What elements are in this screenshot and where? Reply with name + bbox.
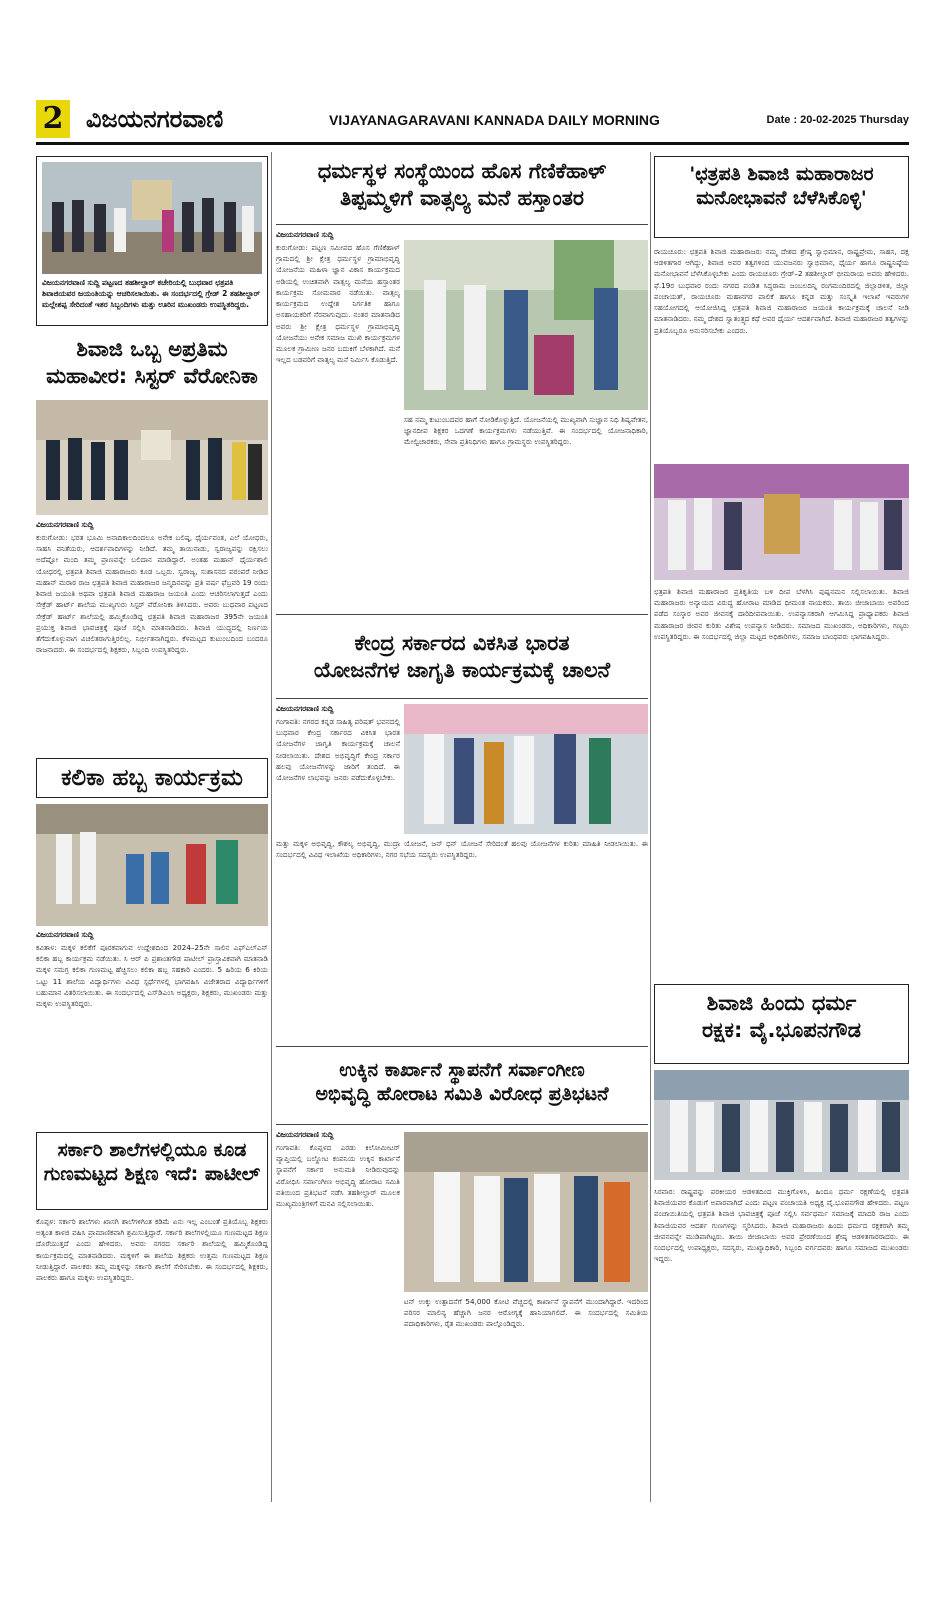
photo-shivaji-hindu xyxy=(654,1070,909,1180)
headline-line: ಮಹಾವೀರ: ಸಿಸ್ಟರ್ ವೆರೋನಿಕಾ xyxy=(46,363,258,388)
photo-school-shivaji xyxy=(36,400,268,515)
dateline: ವಿಜಯನಗರವಾಣಿ ಸುದ್ದಿ xyxy=(36,520,94,529)
divider xyxy=(276,1124,648,1125)
divider xyxy=(276,698,648,699)
article-body-shivaji-hindu: ಸಿರವಾರ: ರಾಷ್ಟ್ರವನ್ನು ಪರಕೀಯರ ಆಡಳಿತದಿಂದ ಮುಕ್ತಿಗೊಳಿಸಿ, ಹಿಂದೂ ಧರ್ಮ ರಕ್ಷಣೆಯಲ್ಲಿ ಛತ್ರಪತಿ ಶಿವಾಜಿಯವರ ಕೊಡುಗೆ ಅಪಾರವಾಗಿದೆ ಎಂದು ಪಟ್ಟಣ ಪಂಚಾಯತಿ ಅಧ್ಯಕ್ಷ ವೈ.ಭೂಪನಗೌಡ ಹೇಳಿದರು. ಪಟ್ಟಣ ಪಂಚಾಯಿತಿಯಲ್ಲಿ ಛತ್ರಪತಿ ಶಿವಾಜಿ ಭಾವಚಿತ್ರಕ್ಕೆ ಪೂಜೆ ಸಲ್ಲಿಸಿ ಸರ್ವಧರ್ಮ ಸಮಾಜಕ್ಕೆ ಮಾದರಿ ರಾಜ ಎಂದು ಶಿವಾಜಿಯವರ ಆದರ್ಶ ಗುಣಗಳನ್ನು ಸ್ಮರಿಸಿದರು. ಶಿವಾಜಿ ಮಹಾರಾಜರು ಹಿಂದು ಧರ್ಮದ ರಕ್ಷಕರಾಗಿ ತಮ್ಮ ಜೀವನವನ್ನೇ ಮುಡಿಪಾಗಿಟ್ಟರು. ತಾಯಿ ಜೀಜಾಬಾಯಿ ಅವರ ಪ್ರೇರಣೆಯಿಂದ ಶ್ರೇಷ್ಠ ಆಡಳಿತಗಾರರಾದರು. ಈ ಸಂದರ್ಭದಲ್ಲಿ ಉಪಾಧ್ಯಕ್ಷರು, ಸದಸ್ಯರು, ಮುಖ್ಯಾಧಿಕಾರಿ, ಸಿಬ್ಬಂದಿ ವರ್ಗದವರು ಹಾಗೂ ಸಮಾಜದ ಮುಖಂಡರು ಇದ್ದರು. xyxy=(654,1187,909,1264)
headline-line: ರಕ್ಷಕ: ವೈ.ಭೂಪನಗೌಡ xyxy=(702,1017,861,1042)
paper-title-kannada: ವಿಜಯನಗರವಾಣಿ xyxy=(86,105,224,133)
headline-line: ಮನೋಭಾವನೆ ಬೆಳೆಸಿಕೊಳ್ಳಿ' xyxy=(696,187,867,210)
masthead xyxy=(36,100,909,138)
headline-line: ತಿಪ್ಪಮ್ಮಳಿಗೆ ವಾತ್ಸಲ್ಯ ಮನೆ ಹಸ್ತಾಂತರ xyxy=(339,185,585,210)
headline-line: ಅಭಿವೃದ್ಧಿ ಹೋರಾಟ ಸಮಿತಿ ವಿರೋಧ ಪ್ರತಿಭಟನೆ xyxy=(315,1083,609,1106)
headline-shivaji-hindu xyxy=(656,990,907,1060)
headline-viksit-bharat xyxy=(276,630,648,690)
page-number: 2 xyxy=(36,100,70,138)
dateline: ವಿಜಯನಗರವಾಣಿ ಸುದ್ದಿ xyxy=(276,1130,334,1139)
headline-line: ಯೋಜನೆಗಳ ಜಾಗೃತಿ ಕಾರ್ಯಕ್ರಮಕ್ಕೆ ಚಾಲನೆ xyxy=(313,657,611,682)
photo-factory-protest xyxy=(404,1132,648,1292)
headline-kalika-habba: ಕಲಿಕಾ ಹಬ್ಬ ಕಾರ್ಯಕ್ರಮ xyxy=(61,765,243,791)
headline-line: 'ಛತ್ರಪತಿ ಶಿವಾಜಿ ಮಹಾರಾಜರ xyxy=(689,163,874,185)
photo-dharmasthala xyxy=(404,240,648,410)
headline-govt-school xyxy=(38,1138,266,1206)
headline-line: ಶಿವಾಜಿ ಹಿಂದು ಧರ್ಮ xyxy=(706,991,857,1015)
column-divider xyxy=(271,152,272,1502)
article-body-shivaji-inspiration: ರಾಯಚೂರು: ಛತ್ರಪತಿ ಶಿವಾಜಿ ಮಹಾರಾಜರು ನಮ್ಮ ದೇಶದ ಶ್ರೇಷ್ಠ ಸ್ವಾಭಿಮಾನ, ರಾಷ್ಟ್ರಪ್ರೇಮ, ಸಾಹಸ, ದಕ್ಷ ಆಡಳಿತಗಾರ ಆಗಿದ್ದು, ಶಿವಾಜಿ ಅವರ ತತ್ವಗಳಿಂದ ಯುವಜನರು ಸ್ವಾಭಿಮಾನ, ಧೈರ್ಯ ಹಾಗೂ ರಾಷ್ಟ್ರನಿಷ್ಠೆಯ ಮನೋಭಾವನೆ ಬೆಳೆಸಿಕೊಳ್ಳಬೇಕು ಎಂದು ರಾಯಚೂರು ಗ್ರೇಡ್–2 ತಹಶೀಲ್ದಾರ್ ಭೀಮರಾಯ ಅವರು ಹೇಳಿದರು. ಫೆ.19ರ ಬುಧವಾರ ರಂದು ನಗರದ ಪಂಡಿತ ಸಿದ್ಧರಾಮ ಜಂಬಲದಿನ್ನಿ ರಂಗಮಂದಿರದಲ್ಲಿ ಜಿಲ್ಲಾಡಳಿತ, ಜಿಲ್ಲಾ ಪಂಚಾಯತ್, ರಾಯಚೂರು ಮಹಾನಗರ ಪಾಲಿಕೆ ಹಾಗೂ ಕನ್ನಡ ಮತ್ತು ಸಂಸ್ಕೃತಿ ಇಲಾಖೆ ಇವರುಗಳ ಸಹಯೋಗದಲ್ಲಿ ಆಯೋಜಿಸಿದ್ದ ಛತ್ರಪತಿ ಶಿವಾಜಿ ಮಹಾರಾಜರ ಜಯಂತಿ ಕಾರ್ಯಕ್ರಮಕ್ಕೆ ಚಾಲನೆ ನೀಡಿ ಮಾತನಾಡಿದರು. ನಮ್ಮ ದೇಶದ ಸ್ವಾತಂತ್ರ್ಯದ ಕಥೆ ಅವರ ಧೈರ್ಯ ಆದರ್ಶವಾಗಿದೆ. ಶಿವಾಜಿ ಮಹಾರಾಜರ ತತ್ವಗಳನ್ನು ಪ್ರತಿಯೊಬ್ಬರೂ ಅನುಸರಿಸಬೇಕು ಎಂದರು. xyxy=(654,247,909,335)
headline-factory-protest xyxy=(276,1058,648,1120)
headline-line: ಕೇಂದ್ರ ಸರ್ಕಾರದ ವಿಕಸಿತ ಭಾರತ xyxy=(354,631,570,655)
caption-college-shivaji: ವಿಜಯನಗರವಾಣಿ ಸುದ್ದಿ ಪಟ್ಟಣದ ತಹಶೀಲ್ದಾರ್ ಕಚೇರಿಯಲ್ಲಿ ಬುಧವಾರ ಛತ್ರಪತಿ ಶಿವಾಜಿಯವರ ಜಯಂತಿಯನ್ನು ಆಚರಿಸಲಾಯಿತು. ಈ ಸಂದರ್ಭದಲ್ಲಿ ಗ್ರೇಡ್ 2 ತಹಶೀಲ್ದಾರ್ ಮಲ್ಲೇಶಪ್ಪ ಸೇರಿದಂತೆ ಇತರ ಸಿಬ್ಬಂದಿಗಳು ಮತ್ತು ಊರಿನ ಮುಖಂಡರು ಉಪಸ್ಥಿತರಿದ್ದರು. xyxy=(42,278,260,309)
article-body-viksit-right: ಮತ್ತು ಮಕ್ಕಳ ಅಭಿವೃದ್ಧಿ, ಕೌಶಲ್ಯ ಅಭಿವೃದ್ಧಿ, ಮುದ್ರಾ ಯೋಜನೆ, ಜನ್ ಧನ್ ಯೋಜನೆ ಸೇರಿದಂತೆ ಹಲವು ಯೋಜನೆಗಳ ಕುರಿತು ಮಾಹಿತಿ ನೀಡಲಾಯಿತು. ಈ ಸಂದರ್ಭದಲ್ಲಿ ವಿವಿಧ ಇಲಾಖೆಯ ಅಧಿಕಾರಿಗಳು, ನಗರ ಸಭೆಯ ಸದಸ್ಯರು ಉಪಸ್ಥಿತರಿದ್ದರು. xyxy=(276,839,648,860)
divider xyxy=(276,614,648,615)
headline-line: ಶಿವಾಜಿ ಒಬ್ಬ ಅಪ್ರತಿಮ xyxy=(76,337,228,361)
divider xyxy=(276,1046,648,1047)
divider xyxy=(276,224,648,225)
headline-shivaji-inspiration xyxy=(656,162,907,234)
headline-line: ಧರ್ಮಸ್ಥಳ ಸಂಸ್ಥೆಯಿಂದ ಹೊಸ ಗೆಣಿಕೆಹಾಳ್ xyxy=(317,159,607,183)
article-body-kalika: ಕವಿತಾಳ: ಮಕ್ಕಳ ಕಲಿಕೆಗೆ ಪೂರಕವಾಗುವ ಉದ್ದೇಶದಿಂದ 2024–25ನೇ ಸಾಲಿನ ಎಫ್ಎಲ್ಎನ್ ಕಲಿಕಾ ಹಬ್ಬ ಕಾರ್ಯಕ್ರಮ ನಡೆಯಿತು. ಸಿ ಆರ್ ಪಿ ಪ್ರಶಾಂತಗೌಡ ಪಾಟೀಲ್ ಪ್ರಾಸ್ತಾವಿಕವಾಗಿ ಮಾತನಾಡಿ ಮಕ್ಕಳ ಸಮಗ್ರ ಕಲಿಕಾ ಗುಣಮಟ್ಟ ಹೆಚ್ಚಿಸಲು ಕಲಿಕಾ ಹಬ್ಬ ಸಹಕಾರಿ ಎಂದರು. 5 ಹಿರಿಯ 6 ಕಿರಿಯ ಒಟ್ಟು 11 ಶಾಲೆಯ ವಿದ್ಯಾರ್ಥಿಗಳು ವಿವಿಧ ಸ್ಪರ್ಧೆಗಳಲ್ಲಿ ಭಾಗವಹಿಸಿ ವಿಜೇತರಾದ ವಿದ್ಯಾರ್ಥಿಗಳಿಗೆ ಬಹುಮಾನ ವಿತರಿಸಲಾಯಿತು. ಈ ಸಂದರ್ಭದಲ್ಲಿ ಎಸ್‌ಡಿಎಂಸಿ ಅಧ್ಯಕ್ಷರು, ಶಿಕ್ಷಕರು, ಮುಖಂಡರು ಮತ್ತು ಮಕ್ಕಳು ಉಪಸ್ಥಿತರಿದ್ದರು. xyxy=(36,943,268,1009)
paper-title-english: VIJAYANAGARAVANI KANNADA DAILY MORNING xyxy=(329,112,660,128)
article-body-dharmasthala-right: ಸಹ ನಮ್ಮ ಕುಟುಂಬದವರ ಹಾಗೆ ನೋಡಿಕೊಳ್ಳುತ್ತಿದೆ. ಯೋಜನೆಯಲ್ಲಿ ಮುಖ್ಯವಾಗಿ ಸುಜ್ಞಾನ ನಿಧಿ ಶಿಷ್ಯವೇತನ, ಜ್ಞಾನದೀಪ ಶಿಕ್ಷಕರ ಒದಗಣೆ ಕಾರ್ಯಕ್ರಮಗಳು ನಡೆಯುತ್ತಿವೆ. ಈ ಸಂದರ್ಭದಲ್ಲಿ ಯೋಜನಾಧಿಕಾರಿ, ಮೇಲ್ವಿಚಾರಕರು, ಸೇವಾ ಪ್ರತಿನಿಧಿಗಳು ಹಾಗೂ ಗ್ರಾಮಸ್ಥರು ಉಪಸ್ಥಿತರಿದ್ದರು. xyxy=(404,415,648,447)
dateline: ವಿಜಯನಗರವಾಣಿ ಸುದ್ದಿ xyxy=(276,230,334,239)
headline-line: ಗುಣಮಟ್ಟದ ಶಿಕ್ಷಣ ಇದೆ: ಪಾಟೀಲ್ xyxy=(43,1163,261,1186)
headline-dharmasthala xyxy=(276,158,648,218)
dateline: ವಿಜಯನಗರವಾಣಿ ಸುದ್ದಿ xyxy=(276,704,334,713)
photo-viksit-bharat xyxy=(404,704,648,834)
headline-shivaji-warrior xyxy=(36,336,268,392)
photo-shivaji-inspiration xyxy=(654,464,909,580)
headline-line: ಸರ್ಕಾರಿ ಶಾಲೆಗಳಲ್ಲಿಯೂ ಕೂಡ xyxy=(57,1139,247,1161)
article-body-factory-right: ಟನ್ ಉಕ್ಕು ಉತ್ಪಾದನೆಗೆ 54,000 ಕೋಟಿ ವೆಚ್ಚದಲ್ಲಿ ಕಾರ್ಖಾನೆ ಸ್ಥಾಪನೆಗೆ ಮುಂದಾಗಿದ್ದಾರೆ. ಇದರಿಂದ ಪರಿಸರ ಮಾಲಿನ್ಯ ಹೆಚ್ಚಾಗಿ ಜನರ ಆರೋಗ್ಯಕ್ಕೆ ಹಾನಿಯಾಗಲಿದೆ. ಈ ಸಂದರ್ಭದಲ್ಲಿ ಸಮಿತಿಯ ಪದಾಧಿಕಾರಿಗಳು, ರೈತ ಮುಖಂಡರು ಪಾಲ್ಗೊಂಡಿದ್ದರು. xyxy=(404,1297,648,1329)
issue-date: Date : 20-02-2025 Thursday xyxy=(766,114,909,126)
article-body-factory-left: ಗಂಗಾವತಿ: ಕೊಪ್ಪಳದ ಎರಡು ಕಿಲೋಮೀಟರ್ ವ್ಯಾಪ್ತಿಯಲ್ಲಿ ಬಲ್ಡೋಟ ಕಂಪನಿಯ ಉಕ್ಕಿನ ಕಾರ್ಖಾನೆ ಸ್ಥಾಪನೆಗೆ ಸರ್ಕಾರ ಅನುಮತಿ ನೀಡಿರುವುದನ್ನು ವಿರೋಧಿಸಿ ಸರ್ವಾಂಗೀಣ ಅಭಿವೃದ್ಧಿ ಹೋರಾಟ ಸಮಿತಿ ವತಿಯಿಂದ ಪ್ರತಿಭಟನೆ ನಡೆಸಿ ತಹಶೀಲ್ದಾರ್ ಮೂಲಕ ಮುಖ್ಯಮಂತ್ರಿಗಳಿಗೆ ಮನವಿ ಸಲ್ಲಿಸಲಾಯಿತು. xyxy=(276,1143,400,1209)
photo-kalika-habba xyxy=(36,804,268,926)
article-body-dharmasthala-left: ಕುರುಗೋಡು: ಪಟ್ಟಣ ಸಮೀಪದ ಹೊಸ ಗೆಣಿಕೆಹಾಳ್ ಗ್ರಾಮದಲ್ಲಿ ಶ್ರೀ ಕ್ಷೇತ್ರ ಧರ್ಮಸ್ಥಳ ಗ್ರಾಮಾಭಿವೃದ್ಧಿ ಯೋಜನೆಯ ಮಹಿಳಾ ಜ್ಞಾನ ವಿಕಾಸ ಕಾರ್ಯಕ್ರಮದ ಅಡಿಯಲ್ಲಿ ಉಚಿತವಾಗಿ ವಾತ್ಸಲ್ಯ ಮನೆಯ ಹಸ್ತಾಂತರ ಕಾರ್ಯಕ್ರಮ ಸೋಮವಾರ ನಡೆಯಿತು. ವಾತ್ಸಲ್ಯ ಕಾರ್ಯಕ್ರಮದ ಉದ್ದೇಶ ನಿರ್ಗತಿಕ ಹಾಗೂ ಅಸಹಾಯಕರಿಗೆ ನೆರವಾಗುವುದು. ನಂತರ ಮಾತನಾಡಿದ ಅವರು ಶ್ರೀ ಕ್ಷೇತ್ರ ಧರ್ಮಸ್ಥಳ ಗ್ರಾಮಾಭಿವೃದ್ಧಿ ಯೋಜನೆಯು ಅನೇಕ ಸಮಾಜ ಮುಖಿ ಕಾರ್ಯಕ್ರಮಗಳ ಮೂಲಕ ಗ್ರಾಮೀಣ ಜನರ ಬದುಕಿಗೆ ಬೆಳಕಾಗಿದೆ. ಮನೆ ಇಲ್ಲದ ಬಡವರಿಗೆ ವಾತ್ಸಲ್ಯ ಮನೆ ನಿರ್ಮಿಸಿ ಕೊಡುತ್ತಿದೆ. xyxy=(276,243,400,365)
article-body-shivaji-warrior: ಕುರುಗೋಡು: ಭರತ ಭೂಮಿ ಅನಾದಿಕಾಲದಿಂದಲೂ ಅನೇಕ ಬಲಿಷ್ಠ, ಧೈರ್ಯವಂತ, ಎಲೆ ಯೋಧರು, ಸಾಹಸಿ ವನಿತೆಯರು, ಆದರ್ಶವಾದಿಗಳನ್ನು ನೀಡಿದೆ. ತಮ್ಮ ತಾಯಿನಾಡು, ಸ್ವರಾಜ್ಯವನ್ನು ರಕ್ಷಿಸಲು ಅದೆಷ್ಟೋ ಮಂದಿ ತಮ್ಮ ಪ್ರಾಣವನ್ನೇ ಬಲಿದಾನ ಮಾಡಿದ್ದಾರೆ. ಅಂತಹ ಮಹಾನ್ ಧೈರ್ಯಶಾಲಿ ಯೋಧರಲ್ಲಿ ಛತ್ರಪತಿ ಶಿವಾಜಿ ಮಹಾರಾಜರು ಕೂಡ ಒಬ್ಬರು. ಸ್ವರಾಜ್ಯ, ಸುಶಾಸನದ ಪರಂಪರೆ ನೀಡಿದ ಮಹಾನ್ ಮರಾಠ ರಾಜ ಛತ್ರಪತಿ ಶಿವಾಜಿ ಮಹಾರಾಜರ ಜನ್ಮದಿನವನ್ನು ಪ್ರತಿ ವರ್ಷ ಫೆಬ್ರವರಿ 19 ರಂದು ಶಿವಾಜಿ ಜಯಂತಿ ಅಥವಾ ಛತ್ರಪತಿ ಶಿವಾಜಿ ಮಹಾರಾಜ ಜಯಂತಿ ಎಂದು ಆಚರಿಸಲಾಗುತ್ತದೆ ಎಂದು ಸೇಕ್ರೆಡ್ ಹಾರ್ಟ್ ಶಾಲೆಯ ಮುಖ್ಯಗುರು ಸಿಸ್ಟರ್ ವೆರೋನಿಕಾ ತಿಳಿಸಿದರು. ಅವರು ಬುಧವಾರ ಪಟ್ಟಣದ ಸೇಕ್ರೆಡ್ ಹಾರ್ಟ್ ಶಾಲೆಯಲ್ಲಿ ಹಮ್ಮಿಕೊಂಡಿದ್ದ ಛತ್ರಪತಿ ಶಿವಾಜಿ ಮಹಾರಾಜರ 395ನೇ ಜಯಂತಿ ಪ್ರಯುಕ್ತ ಶಿವಾಜಿ ಭಾವಚಿತ್ರಕ್ಕೆ ಪೂಜೆ ಸಲ್ಲಿಸಿ ಮಾತನಾಡಿದರು. ಶಿವಾಜಿ ಯುದ್ಧದಲ್ಲಿ ನಿರ್ಣಯ ತೆಗೆದುಕೊಳ್ಳುವಾಗ ವಿಚಲಿತರಾಗುತ್ತಿರಲಿಲ್ಲ. ನಿರ್ಭೀತನಾಗಿದ್ದರು. ಕೆಳಮಟ್ಟದ ಕುಟುಂಬದಿಂದ ಬಂದರೂ ರಾಜನಾದರು. ಈ ಸಂದರ್ಭದಲ್ಲಿ ಶಿಕ್ಷಕರು, ಸಿಬ್ಬಂದಿ ಉಪಸ್ಥಿತರಿದ್ದರು. xyxy=(36,533,268,655)
column-divider xyxy=(650,152,651,1502)
dateline: ವಿಜಯನಗರವಾಣಿ ಸುದ್ದಿ xyxy=(36,930,94,939)
headline-line: ಉಕ್ಕಿನ ಕಾರ್ಖಾನೆ ಸ್ಥಾಪನೆಗೆ ಸರ್ವಾಂಗೀಣ xyxy=(339,1059,585,1081)
article-body-govt-school: ಕೊಪ್ಪಳ: ಸರ್ಕಾರಿ ಶಾಲೆಗಳು ಖಾಸಗಿ ಶಾಲೆಗಳಿಗಿಂತ ಕಡಿಮೆ ಏನು ಇಲ್ಲ ಎಂಬಂತೆ ಪ್ರತಿಯೊಬ್ಬ ಶಿಕ್ಷಕರು ಅತ್ಯಂತ ಕಾಳಜಿ ವಹಿಸಿ ಪ್ರಾಮಾಣಿಕವಾಗಿ ಶ್ರಮಿಸುತ್ತಿದ್ದಾರೆ. ಸರ್ಕಾರಿ ಶಾಲೆಗಳಲ್ಲಿಯೂ ಗುಣಮಟ್ಟದ ಶಿಕ್ಷಣ ದೊರೆಯುತ್ತದೆ ಎಂದು ಹೇಳಿದರು. ಅವರು ನಗರದ ಸರ್ಕಾರಿ ಶಾಲೆಯಲ್ಲಿ ಹಮ್ಮಿಕೊಂಡಿದ್ದ ಕಾರ್ಯಕ್ರಮದಲ್ಲಿ ಮಾತನಾಡಿದರು. ಮಕ್ಕಳಿಗೆ ಈ ಶಾಲೆಯ ಶಿಕ್ಷಕರು ಉತ್ತಮ ಗುಣಮಟ್ಟದ ಶಿಕ್ಷಣ ನೀಡುತ್ತಿದ್ದಾರೆ. ಪಾಲಕರು ತಮ್ಮ ಮಕ್ಕಳನ್ನು ಸರ್ಕಾರಿ ಶಾಲೆಗೆ ಸೇರಿಸಬೇಕು. ಈ ಸಂದರ್ಭದಲ್ಲಿ ಶಿಕ್ಷಕರು, ಪಾಲಕರು ಹಾಗೂ ಮಕ್ಕಳು ಉಪಸ್ಥಿತರಿದ್ದರು. xyxy=(36,1217,268,1283)
masthead-rule xyxy=(36,142,909,145)
photo-college-shivaji xyxy=(42,162,262,274)
article-body-shivaji-inspiration-2: ಛತ್ರಪತಿ ಶಿವಾಜಿ ಮಹಾರಾಜರ ಪ್ರತಿಕೃತಿಯ ಬಳಿ ದೀಪ ಬೆಳಗಿಸಿ ಪುಷ್ಪನಮನ ಸಲ್ಲಿಸಲಾಯಿತು. ಶಿವಾಜಿ ಮಹಾರಾಜರು ಅನ್ಯಾಯದ ವಿರುದ್ಧ ಹೋರಾಟ ಮಾಡಿದ ಧೀಮಂತ ನಾಯಕರು. ತಾಯಿ ಜೀಜಾಬಾಯಿ ಅವರಿಂದ ಪಡೆದ ಸಂಸ್ಕಾರ ಅವರ ಜೀವನಕ್ಕೆ ದಾರಿದೀಪವಾಯಿತು. ಉಪನ್ಯಾಸಕರಾಗಿ ಆಗಮಿಸಿದ್ದ ಪ್ರಾಧ್ಯಾಪಕರು ಶಿವಾಜಿ ಮಹಾರಾಜರ ಜೀವನ ಕುರಿತು ವಿಶೇಷ ಉಪನ್ಯಾಸ ನೀಡಿದರು. ಸಮಾಜದ ಮುಖಂಡರು, ಅಧಿಕಾರಿಗಳು, ಗಣ್ಯರು ಉಪಸ್ಥಿತರಿದ್ದರು. ಈ ಸಂದರ್ಭದಲ್ಲಿ ಜಿಲ್ಲಾ ಮಟ್ಟದ ಅಧಿಕಾರಿಗಳು, ಸಮಾಜ ಬಾಂಧವರು ಭಾಗವಹಿಸಿದ್ದರು. xyxy=(654,587,909,641)
article-body-viksit-left: ಗಂಗಾವತಿ: ನಗರದ ಕನ್ನಡ ಸಾಹಿತ್ಯ ಪರಿಷತ್ ಭವನದಲ್ಲಿ ಬುಧವಾರ ಕೇಂದ್ರ ಸರ್ಕಾರದ ವಿಕಸಿತ ಭಾರತ ಯೋಜನೆಗಳ ಜಾಗೃತಿ ಕಾರ್ಯಕ್ರಮಕ್ಕೆ ಚಾಲನೆ ನೀಡಲಾಯಿತು. ದೇಶದ ಅಭಿವೃದ್ಧಿಗೆ ಕೇಂದ್ರ ಸರ್ಕಾರ ಹಲವು ಯೋಜನೆಗಳನ್ನು ಜಾರಿಗೆ ತಂದಿದೆ. ಈ ಯೋಜನೆಗಳ ಲಾಭವನ್ನು ಜನರು ಪಡೆದುಕೊಳ್ಳಬೇಕು. xyxy=(276,717,400,783)
